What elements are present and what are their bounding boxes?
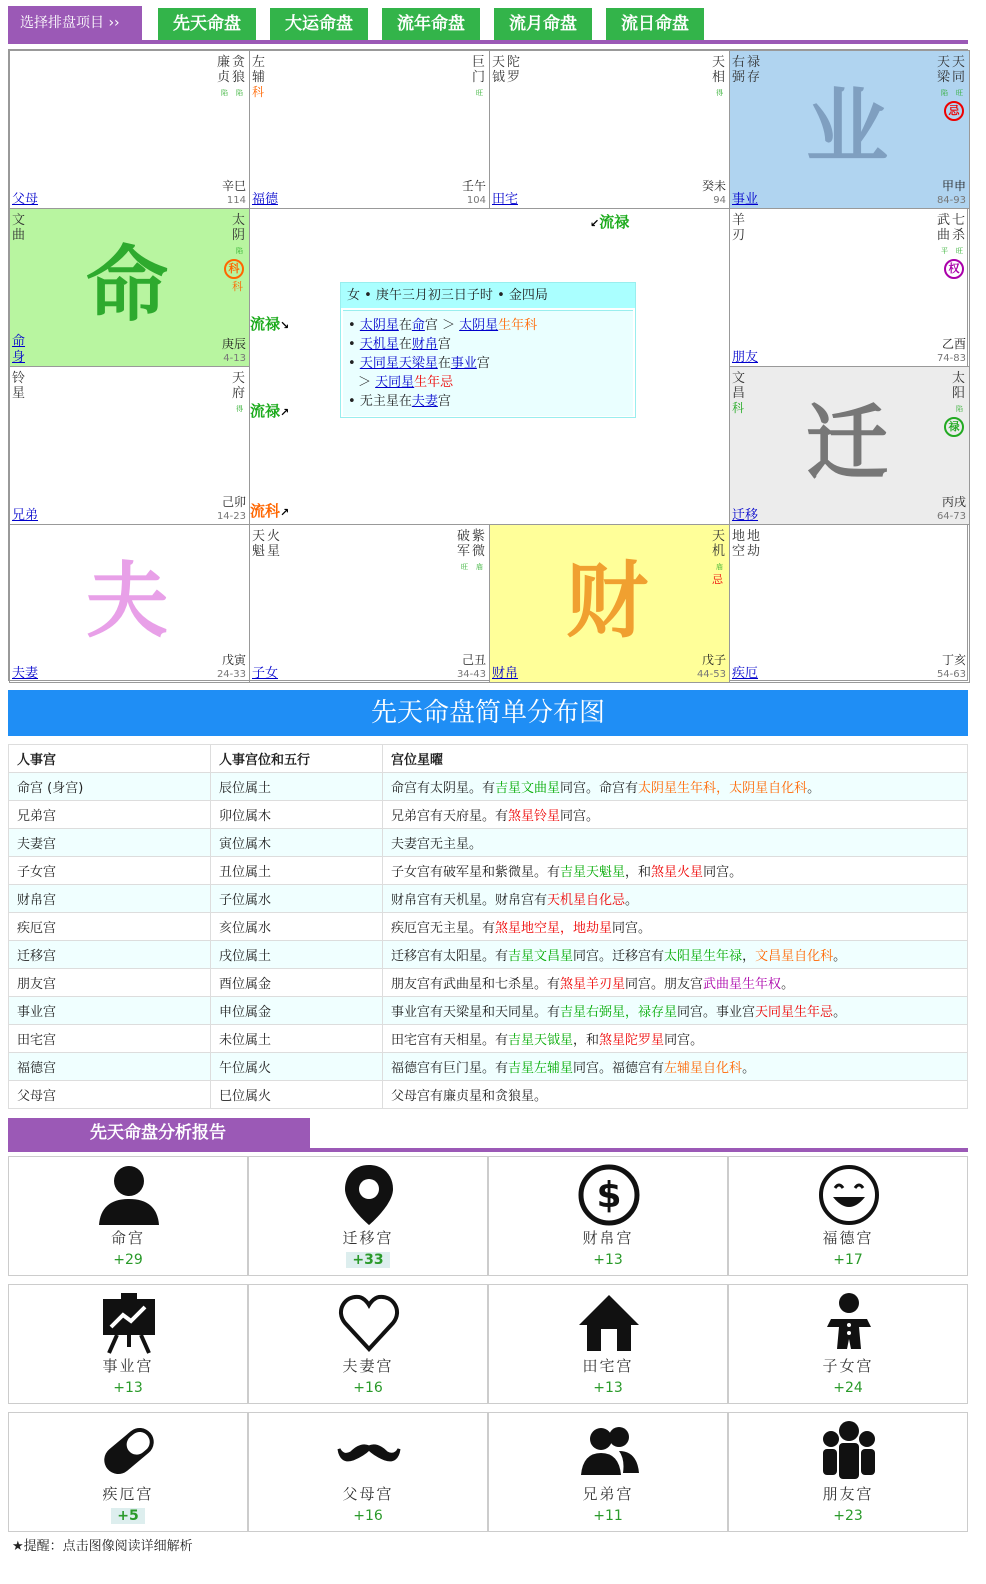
- palace-age: 84-93: [936, 195, 966, 206]
- star-brightness: 科: [732, 401, 745, 415]
- hua-text: 忌: [712, 573, 723, 586]
- tip-text: ★提醒：点击图像阅读详细解析: [12, 1539, 193, 1554]
- report-item-name: 夫妻宫: [342, 1357, 394, 1375]
- report-item-score: +23: [833, 1508, 863, 1524]
- table-row: [9, 997, 968, 1025]
- stars-cell: 迁移宫有太阳星。有吉星文昌星同宫。迁移宫有太阳星生年禄，文昌星自化科。: [383, 941, 968, 969]
- palace-stem: 戊子: [701, 653, 726, 667]
- palace-stem: 壬午: [461, 179, 486, 193]
- palace-fude[interactable]: [249, 50, 490, 209]
- hua-text: 科: [232, 280, 243, 293]
- major-star: 太阴: [232, 213, 246, 243]
- palace-cell: 迁移宫: [9, 941, 211, 969]
- house-icon: [577, 1291, 641, 1355]
- palace-name-link[interactable]: 田宅: [492, 192, 519, 207]
- palace-cell: 田宅宫: [9, 1025, 211, 1053]
- report-item-name: 兄弟宫: [582, 1485, 634, 1503]
- star: 文曲: [12, 213, 26, 243]
- report-item-name: 父母宫: [342, 1485, 394, 1503]
- report-item-score: +13: [593, 1380, 623, 1396]
- top-tab-bar: [8, 6, 968, 44]
- dollar-icon: [577, 1163, 641, 1227]
- major-star: 破军: [457, 529, 471, 559]
- palace-name-link[interactable]: 夫妻: [12, 666, 39, 681]
- major-star: 太阳: [952, 371, 966, 401]
- palace-cell: 朋友宫: [9, 969, 211, 997]
- stars-cell: 朋友宫有武曲星和七杀星。有煞星羊刃星同宫。朋友宫武曲星生年权。: [383, 969, 968, 997]
- report-grid: [8, 1156, 968, 1532]
- table-row: [9, 829, 968, 857]
- palace-age: 34-43: [456, 669, 486, 680]
- element-cell: 亥位属水: [211, 913, 383, 941]
- stars-cell: 事业宫有天梁星和天同星。有吉星右弼星，禄存星同宫。事业宫天同星生年忌。: [383, 997, 968, 1025]
- palace-name-link[interactable]: 疾厄: [732, 666, 759, 681]
- report-item-heart[interactable]: [248, 1284, 488, 1404]
- palace-name-link[interactable]: 朋友: [732, 350, 759, 365]
- col-header: 人事宫: [9, 745, 211, 773]
- star: 禄存: [747, 55, 761, 85]
- element-cell: 酉位属金: [211, 969, 383, 997]
- report-item-dollar[interactable]: [488, 1156, 728, 1276]
- report-item-score: +16: [353, 1508, 383, 1524]
- element-cell: 戌位属土: [211, 941, 383, 969]
- star: 天钺: [492, 55, 506, 85]
- group-icon: [817, 1419, 881, 1483]
- report-item-score: +16: [353, 1380, 383, 1396]
- report-item-smile[interactable]: [728, 1156, 968, 1276]
- palace-big-char: 业: [806, 80, 889, 175]
- major-star: 天同: [952, 55, 966, 85]
- palace-stem: 丁亥: [941, 653, 966, 667]
- palace-name-link[interactable]: 事业: [732, 192, 759, 207]
- palace-stem: 甲申: [941, 179, 966, 193]
- report-item-location-pin[interactable]: [248, 1156, 488, 1276]
- palace-name-link[interactable]: 福德: [252, 192, 279, 207]
- element-cell: 申位属金: [211, 997, 383, 1025]
- palace-age: 4-13: [223, 353, 246, 364]
- major-star: 紫微: [472, 529, 486, 559]
- hua-badge: 忌: [944, 101, 964, 121]
- palace-age: 74-83: [936, 353, 966, 364]
- table-row: [9, 885, 968, 913]
- stars-cell: 田宅宫有天相星。有吉星天钺星，和煞星陀罗星同宫。: [383, 1025, 968, 1053]
- element-cell: 午位属火: [211, 1053, 383, 1081]
- report-title: 先天命盘分析报告: [8, 1118, 310, 1148]
- star: 羊刃: [732, 213, 746, 243]
- mustache-icon: [337, 1419, 401, 1483]
- palace-name-link[interactable]: 命: [12, 334, 26, 349]
- tab-liuri[interactable]: 流日命盘: [606, 8, 704, 40]
- major-star: 巨门: [472, 55, 486, 85]
- location-pin-icon: [337, 1163, 401, 1227]
- chart-info-box: [340, 282, 636, 418]
- palace-cell: 子女宫: [9, 857, 211, 885]
- stars-cell: 兄弟宫有天府星。有煞星铃星同宫。: [383, 801, 968, 829]
- star: 火星: [267, 529, 281, 559]
- report-item-score: +24: [833, 1380, 863, 1396]
- star-brightness: 平: [941, 247, 948, 255]
- element-cell: 巳位属火: [211, 1081, 383, 1109]
- palace-big-char: 财: [566, 554, 649, 649]
- svg-text:$: $: [596, 1175, 622, 1216]
- palace-age: 44-53: [696, 669, 726, 680]
- element-cell: 丑位属土: [211, 857, 383, 885]
- star-brightness: 科: [252, 85, 265, 99]
- star: 天魁: [252, 529, 266, 559]
- distribution-banner: 先天命盘简单分布图: [8, 690, 968, 736]
- tab-dayun[interactable]: 大运命盘: [270, 8, 368, 40]
- palace-qianyi[interactable]: [729, 366, 970, 525]
- palace-name-link[interactable]: 父母: [12, 192, 39, 207]
- report-item-mustache[interactable]: [248, 1412, 488, 1532]
- star-brightness: 陷: [236, 247, 243, 255]
- element-cell: 卯位属木: [211, 801, 383, 829]
- palace-age: 104: [466, 195, 486, 206]
- star-brightness: 陷: [956, 405, 963, 413]
- palace-age: 14-23: [216, 511, 246, 522]
- palace-cell: 父母宫: [9, 1081, 211, 1109]
- hua-badge: 科: [224, 259, 244, 279]
- palace-stem: 己丑: [461, 653, 486, 667]
- star: 地劫: [747, 529, 761, 559]
- palace-stem: 己卯: [221, 495, 246, 509]
- chart-board-icon: [97, 1291, 161, 1355]
- pill-icon: [97, 1419, 161, 1483]
- col-header: 人事宫位和五行: [211, 745, 383, 773]
- tab-liunian[interactable]: 流年命盘: [382, 8, 480, 40]
- report-item-person[interactable]: [8, 1156, 248, 1276]
- table-row: [9, 801, 968, 829]
- palace-cell: 福德宫: [9, 1053, 211, 1081]
- palace-stem: 戊寅: [221, 653, 246, 667]
- report-item-score: +17: [833, 1252, 863, 1268]
- smile-icon: [817, 1163, 881, 1227]
- hua-badge: 禄: [944, 417, 964, 437]
- liu-quan-label: 流禄↗: [250, 402, 290, 420]
- chart-info-list: • 太阴星在命宫 ＞ 太阴星生年科 • 天机星在财帛宫 • 天同星天梁星在事业宫 ＞ 天同星生年忌 • 无主星在夫妻宫: [343, 310, 633, 416]
- report-item-name: 朋友宫: [822, 1485, 874, 1503]
- element-cell: 未位属土: [211, 1025, 383, 1053]
- table-row: [9, 1025, 968, 1053]
- star: 右弼: [732, 55, 746, 85]
- stars-cell: 财帛宫有天机星。财帛宫有天机星自化忌。: [383, 885, 968, 913]
- palace-pengyou[interactable]: [729, 208, 970, 367]
- major-star: 天相: [712, 55, 726, 85]
- col-header: 宫位星曜: [383, 745, 968, 773]
- table-row: [9, 1053, 968, 1081]
- report-item-score: +29: [113, 1252, 143, 1268]
- palace-table: [8, 744, 968, 1109]
- report-item-name: 疾厄宫: [102, 1485, 154, 1503]
- palace-cell: 兄弟宫: [9, 801, 211, 829]
- report-item-name: 迁移宫: [342, 1229, 394, 1247]
- report-item-name: 事业宫: [102, 1357, 154, 1375]
- tab-liuyue[interactable]: 流月命盘: [494, 8, 592, 40]
- report-item-name: 福德宫: [822, 1229, 874, 1247]
- palace-name-link[interactable]: 财帛: [492, 666, 519, 681]
- table-row: [9, 941, 968, 969]
- report-item-name: 田宅宫: [582, 1357, 634, 1375]
- palace-tianzhai[interactable]: [489, 50, 730, 209]
- stars-cell: 命宫有太阴星。有吉星文曲星同宫。命宫有太阴星生年科，太阴星自化科。: [383, 773, 968, 801]
- palace-stem: 乙酉: [941, 337, 966, 351]
- chart-info-header: 女 • 庚午三月初三日子时 • 金四局: [341, 283, 635, 308]
- palace-fumu[interactable]: [9, 50, 250, 209]
- star-brightness: 陷: [221, 89, 228, 97]
- palace-name-link[interactable]: 兄弟: [12, 508, 39, 523]
- palace-age: 114: [226, 195, 246, 206]
- stars-cell: 疾厄宫无主星。有煞星地空星，地劫星同宫。: [383, 913, 968, 941]
- palace-age: 64-73: [936, 511, 966, 522]
- table-row: [9, 969, 968, 997]
- major-star: 贪狼: [232, 55, 246, 85]
- star-brightness: 旺: [461, 563, 468, 571]
- major-star: 七杀: [952, 213, 966, 243]
- palace-fuqi[interactable]: [9, 524, 250, 683]
- table-row: [9, 773, 968, 801]
- palace-zinv[interactable]: [249, 524, 490, 683]
- palace-shiye[interactable]: [729, 50, 970, 209]
- report-item-name: 命宫: [110, 1229, 145, 1247]
- palace-stem: 癸未: [701, 179, 726, 193]
- report-item-house[interactable]: [488, 1284, 728, 1404]
- report-item-gingerbread[interactable]: [728, 1284, 968, 1404]
- element-cell: 寅位属木: [211, 829, 383, 857]
- major-star: 天府: [232, 371, 246, 401]
- palace-ming[interactable]: [9, 208, 250, 367]
- palace-cell: 财帛宫: [9, 885, 211, 913]
- star-brightness: 得: [236, 405, 243, 413]
- report-item-score: +13: [113, 1380, 143, 1396]
- major-star: 天机: [712, 529, 726, 559]
- star-brightness: 旺: [956, 89, 963, 97]
- person-icon: [97, 1163, 161, 1227]
- stars-cell: 子女宫有破军星和紫微星。有吉星天魁星，和煞星火星同宫。: [383, 857, 968, 885]
- table-row: [9, 857, 968, 885]
- major-star: 天梁: [937, 55, 951, 85]
- star: 文昌: [732, 371, 746, 401]
- palace-big-char: 命: [86, 238, 169, 333]
- report-item-pill[interactable]: [8, 1412, 248, 1532]
- hua-badge: 权: [944, 259, 964, 279]
- heart-icon: [337, 1291, 401, 1355]
- palace-big-char: 迁: [806, 396, 889, 491]
- star: 左辅: [252, 55, 266, 85]
- palace-name-link[interactable]: 迁移: [732, 508, 759, 523]
- star-brightness: 庙: [476, 563, 483, 571]
- report-item-score: +13: [593, 1252, 623, 1268]
- tab-xiantian[interactable]: 先天命盘: [158, 8, 256, 40]
- report-item-name: 子女宫: [822, 1357, 874, 1375]
- users-icon: [577, 1419, 641, 1483]
- palace-cell: 疾厄宫: [9, 913, 211, 941]
- stars-cell: 夫妻宫无主星。: [383, 829, 968, 857]
- palace-cell: 事业宫: [9, 997, 211, 1025]
- palace-cell: 命宫 (身宫): [9, 773, 211, 801]
- report-item-group[interactable]: [728, 1412, 968, 1532]
- palace-big-char: 夫: [86, 554, 169, 649]
- palace-age: 24-33: [216, 669, 246, 680]
- liu-ke-label: 流科↗: [250, 502, 290, 520]
- star-brightness: 旺: [476, 89, 483, 97]
- palace-stem: 庚辰: [221, 337, 246, 351]
- palace-caibo[interactable]: [489, 524, 730, 683]
- gingerbread-icon: [817, 1291, 881, 1355]
- palace-jie[interactable]: [729, 524, 970, 683]
- palace-name-link[interactable]: 子女: [252, 666, 279, 681]
- report-item-score: +11: [593, 1508, 623, 1524]
- liu-lu-label-2: 流禄↘: [250, 315, 290, 333]
- liu-lu-label: ↙流禄: [590, 213, 630, 231]
- star: 铃星: [12, 371, 26, 401]
- star-brightness: 陷: [236, 89, 243, 97]
- table-row: [9, 1081, 968, 1109]
- stars-cell: 福德宫有巨门星。有吉星左辅星同宫。福德宫有左辅星自化科。: [383, 1053, 968, 1081]
- stars-cell: 父母宫有廉贞星和贪狼星。: [383, 1081, 968, 1109]
- star-brightness: 陷: [941, 89, 948, 97]
- major-star: 武曲: [937, 213, 951, 243]
- report-item-users[interactable]: [488, 1412, 728, 1532]
- star-brightness: 旺: [956, 247, 963, 255]
- palace-xiongdi[interactable]: [9, 366, 250, 525]
- palace-age: 94: [713, 195, 726, 206]
- star-brightness: 得: [716, 89, 723, 97]
- report-item-name: 财帛宫: [582, 1229, 634, 1247]
- report-item-score: +5: [9, 1508, 247, 1524]
- report-header: [8, 1118, 968, 1152]
- palace-stem: 辛巳: [221, 179, 246, 193]
- select-project-button[interactable]: 选择排盘项目 ››: [8, 6, 142, 40]
- major-star: 廉贞: [217, 55, 231, 85]
- star-brightness: 庙: [716, 563, 723, 571]
- star: 陀罗: [507, 55, 521, 85]
- report-item-score: +33: [249, 1252, 487, 1268]
- palace-stem: 丙戌: [941, 495, 966, 509]
- element-cell: 子位属水: [211, 885, 383, 913]
- report-item-chart-board[interactable]: [8, 1284, 248, 1404]
- palace-cell: 夫妻宫: [9, 829, 211, 857]
- star: 地空: [732, 529, 746, 559]
- element-cell: 辰位属土: [211, 773, 383, 801]
- palace-age: 54-63: [936, 669, 966, 680]
- table-row: [9, 913, 968, 941]
- body-palace-link[interactable]: 身: [12, 350, 26, 365]
